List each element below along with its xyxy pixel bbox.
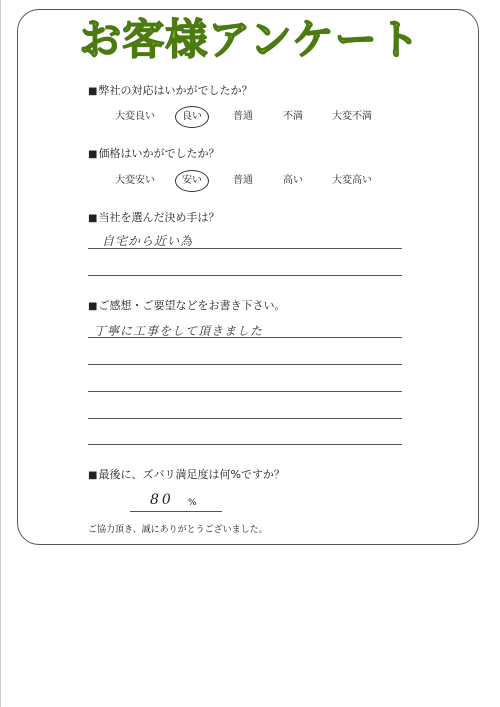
square-bullet-icon: ■ [88,149,98,160]
q2-option-very-cheap[interactable]: 大変安い [115,175,155,186]
square-bullet-icon: ■ [88,301,98,312]
answer-line [88,337,402,338]
q1-option-very-dissatisfied[interactable]: 大変不満 [332,111,372,122]
q2-option-normal[interactable]: 普通 [233,175,253,186]
q1-option-very-good[interactable]: 大変良い [115,111,155,122]
answer-line [88,248,402,249]
q1-option-dissatisfied[interactable]: 不満 [283,111,303,122]
question-4-text: ご感想・ご要望などをお書き下さい。 [98,299,286,312]
question-1 [88,84,252,99]
square-bullet-icon: ■ [88,86,98,97]
question-3-text: 当社を選んだ決め手は？ [98,211,220,224]
satisfaction-line [130,511,222,512]
question-5-text: 最後に、ズバリ満足度は何%ですか？ [98,468,285,481]
answer-line [88,364,402,365]
survey-title: お客様アンケート [79,15,421,64]
q2-option-expensive[interactable]: 高い [283,175,303,186]
satisfaction-value: 80 [150,492,174,508]
question-2-text: 価格はいかがでしたか？ [98,147,220,160]
q1-option-good[interactable]: 良い [182,111,202,122]
q2-option-cheap[interactable]: 安い [182,175,202,186]
satisfaction-unit: % [188,498,197,508]
thanks-message: ご協力頂き、誠にありがとうございました。 [88,525,268,535]
question-5 [88,468,285,483]
q2-option-very-expensive[interactable]: 大変高い [332,175,372,186]
question-4-answer: 丁寧に工事をして頂きました [94,324,264,338]
question-2 [88,147,219,162]
scan-edge [0,0,1,707]
question-3-answer: 自宅から近い為 [102,234,194,248]
answer-line [88,418,402,419]
square-bullet-icon: ■ [88,213,98,224]
q1-option-normal[interactable]: 普通 [233,111,253,122]
question-1-text: 弊社の対応はいかがでしたか？ [98,84,253,97]
answer-line [88,275,402,276]
question-4 [88,299,285,314]
square-bullet-icon: ■ [88,470,98,481]
answer-line [88,391,402,392]
question-3 [88,211,219,226]
answer-line [88,444,402,445]
